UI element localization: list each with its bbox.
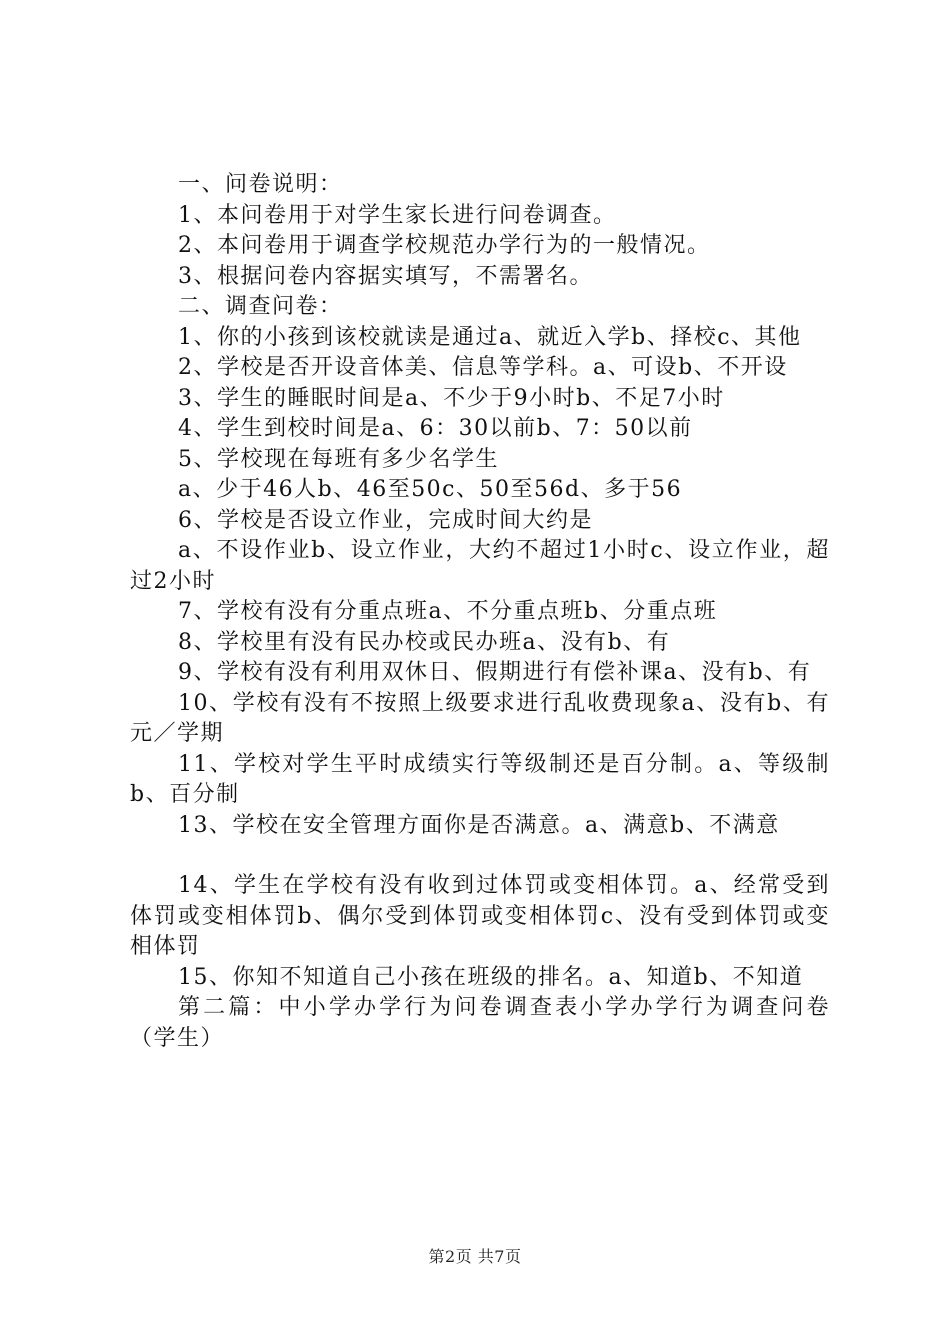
question: 10、学校有没有不按照上级要求进行乱收费现象a、没有b、有元／学期 — [130, 690, 830, 746]
section-heading: 一、问卷说明： — [178, 172, 343, 197]
question-options: a、少于46人b、46至50c、50至56d、多于56 — [178, 477, 683, 502]
question: 2、学校是否开设音体美、信息等学科。a、可设b、不开设 — [178, 355, 788, 380]
paragraph: 3、根据问卷内容据实填写，不需署名。 — [178, 263, 593, 289]
question: 6、学校是否设立作业，完成时间大约是 — [178, 507, 593, 533]
question: 14、学生在学校有没有收到过体罚或变相体罚。a、经常受到体罚或变相体罚b、偶尔受到体罚或变相体罚c、没有受到体罚或变相体罚 — [130, 873, 830, 959]
question: 3、学生的睡眠时间是a、不少于9小时b、不足7小时 — [178, 385, 725, 411]
page-footer: 第2页 共7页 — [428, 1247, 522, 1266]
question-options: a、不设作业b、设立作业，大约不超过1小时c、设立作业，超过2小时 — [130, 538, 830, 594]
paragraph: 1、本问卷用于对学生家长进行问卷调查。 — [178, 202, 617, 228]
question: 1、你的小孩到该校就读是通过a、就近入学b、择校c、其他 — [178, 324, 802, 350]
question: 15、你知不知道自己小孩在班级的排名。a、知道b、不知道 — [178, 964, 804, 990]
paragraph: 2、本问卷用于调查学校规范办学行为的一般情况。 — [178, 233, 711, 258]
question: 9、学校有没有利用双休日、假期进行有偿补课a、没有b、有 — [178, 660, 812, 685]
question: 8、学校里有没有民办校或民办班a、没有b、有 — [178, 629, 671, 655]
question: 13、学校在安全管理方面你是否满意。a、满意b、不满意 — [178, 812, 780, 838]
question: 7、学校有没有分重点班a、不分重点班b、分重点班 — [178, 599, 718, 624]
question: 11、学校对学生平时成绩实行等级制还是百分制。a、等级制b、百分制 — [130, 751, 830, 807]
section-heading: 二、调查问卷： — [178, 294, 343, 319]
chapter-heading: 第二篇：中小学办学行为问卷调查表小学办学行为调查问卷（学生） — [130, 995, 830, 1051]
question: 4、学生到校时间是a、6：30以前b、7：50以前 — [178, 416, 693, 441]
question: 5、学校现在每班有多少名学生 — [178, 446, 499, 472]
document-body — [130, 170, 830, 1054]
